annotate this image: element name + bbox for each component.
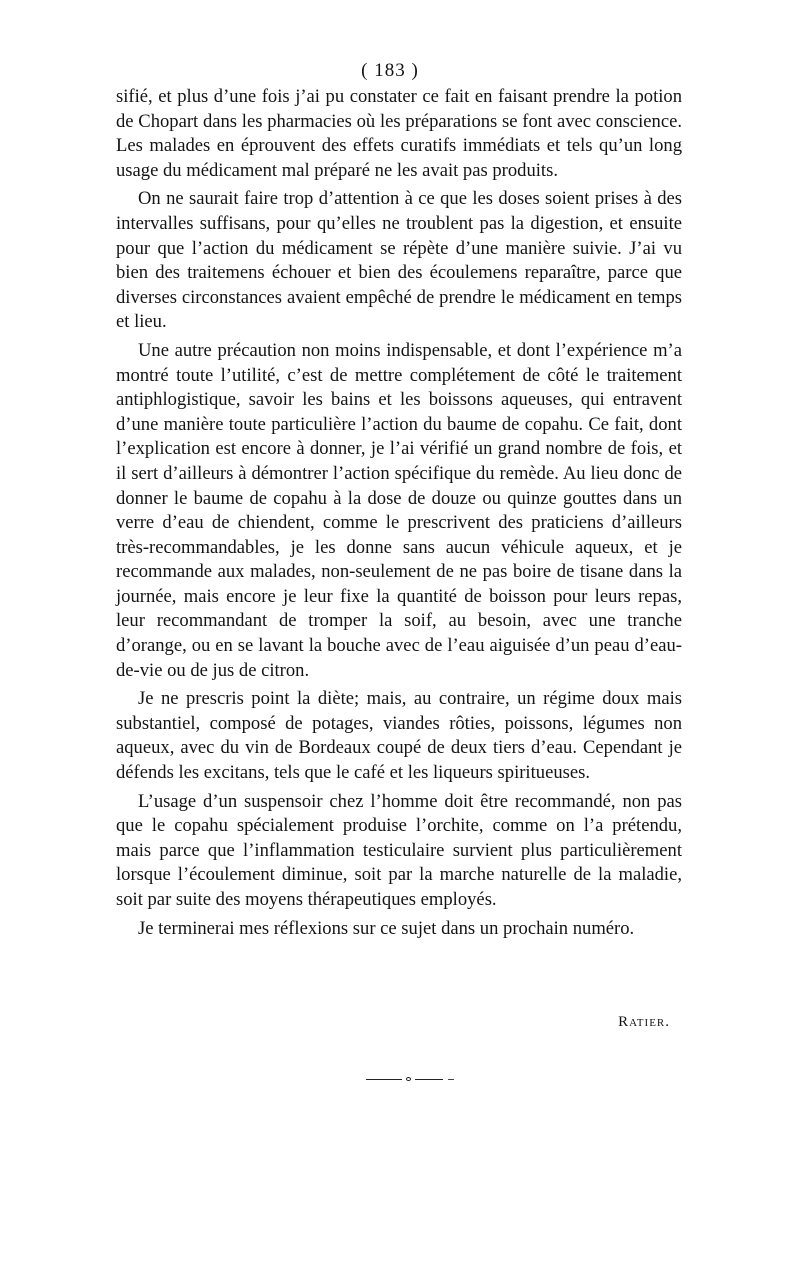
end-ornament xyxy=(366,1076,456,1082)
paragraph-6: Je terminerai mes réflexions sur ce sujet dans un prochain numéro. xyxy=(138,917,635,939)
ornament-dot xyxy=(406,1077,411,1081)
author-signature: Ratier. xyxy=(618,1014,670,1030)
paragraph-2: On ne saurait faire trop d’attention à ce que les doses soient prises à des intervalles suffisans, pour qu’elles ne troublent pas la digestion, et ensuite pour que l’action du médicament se répète d’une manière suivie. J’ai vu bien des traitemens échouer et bien des écoulemens reparaître, parce que diverses circonstances avaient empêché de prendre le médicament en temps et lieu. xyxy=(116,188,682,333)
paragraph-5: L’usage d’un suspensoir chez l’homme doit être recommandé, non pas que le copahu spécialement produise l’orchite, comme on l’a prétendu, mais parce que l’inflammation testiculaire survient plus particulièrement lorsque l’écoulement diminue, soit par la marche naturelle de la maladie, soit par suite des moyens thérapeutiques employés. xyxy=(116,790,682,910)
ornament-rule-left xyxy=(366,1079,402,1080)
ornament-rule-right xyxy=(415,1079,443,1080)
ornament-tick xyxy=(448,1079,454,1080)
paragraph-1: sifié, et plus d’une fois j’ai pu constater ce fait en faisant prendre la potion de Chopart dans les pharmacies où les préparations se font avec conscience. Les malades en éprouvent des effets curatifs immédiats et tels qu’un long usage du médicament mal préparé ne les avait pas produits. xyxy=(116,86,682,181)
page-number: ( 183 ) xyxy=(361,60,419,81)
body-text xyxy=(116,85,682,945)
paragraph-3: Une autre précaution non moins indispensable, et dont l’expérience m’a montré toute l’utilité, c’est de mettre complétement de côté le traitement antiphlogistique, savoir les bains et les boissons aqueuses, qui entravent d’une manière toute particulière l’action du baume de copahu. Ce fait, dont l’explication est encore à donner, je l’ai vérifié un grand nombre de fois, et il sert d’ailleurs à démontrer l’action spécifique du remède. Au lieu donc de donner le baume de copahu à la dose de douze ou quinze gouttes dans un verre d’eau de chiendent, comme le prescrivent des praticiens d’ailleurs très-recommandables, je les donne sans aucun véhicule aqueux, et je recommande aux malades, non-seulement de ne pas boire de tisane dans la journée, mais encore je leur fixe la quantité de boisson pour leurs repas, leur recommandant de tromper la soif, au besoin, avec une tranche d’orange, ou en se lavant la bouche avec de l’eau aiguisée d’un peau d’eau-de-vie ou de jus de citron. xyxy=(116,339,682,681)
paragraph-4: Je ne prescris point la diète; mais, au contraire, un régime doux mais substantiel, composé de potages, viandes rôties, poissons, légumes non aqueux, avec du vin de Bordeaux coupé de deux tiers d’eau. Cependant je défends les excitans, tels que le café et les liqueurs spiritueuses. xyxy=(116,688,682,784)
